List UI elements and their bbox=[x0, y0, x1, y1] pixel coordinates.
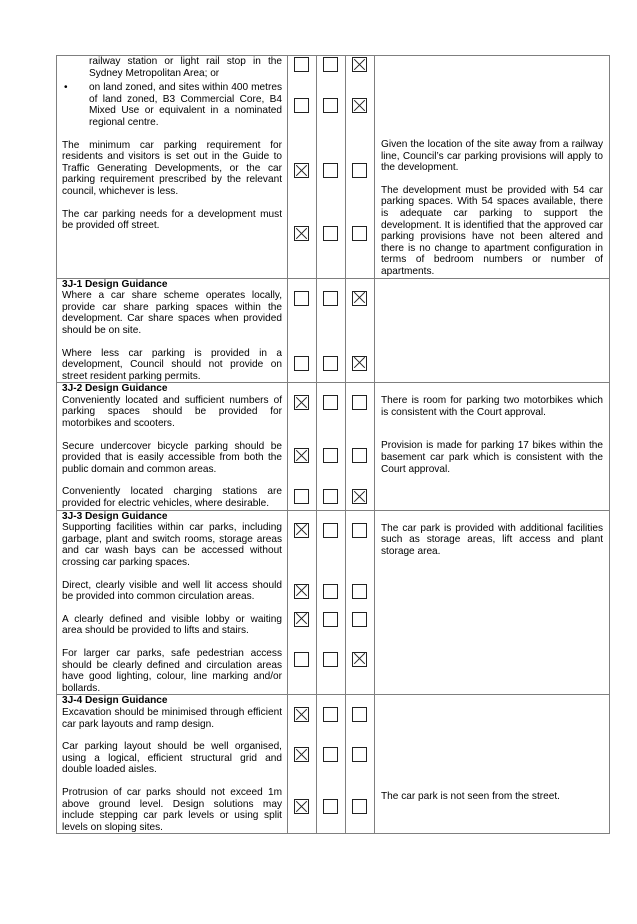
checkbox[interactable] bbox=[323, 448, 338, 463]
checkbox[interactable] bbox=[352, 652, 367, 667]
checkbox[interactable] bbox=[294, 612, 309, 627]
checkbox[interactable] bbox=[294, 523, 309, 538]
requirement-text: Supporting facilities within car parks, including garbage, plant and switch rooms, storage areas and car wash bays can be accessed without crossing car parking spaces. bbox=[62, 522, 282, 568]
requirement-text: Excavation should be minimised through efficient car park layouts and ramp design. bbox=[62, 706, 282, 730]
checkbox-column bbox=[346, 695, 375, 834]
requirement-cell bbox=[57, 56, 288, 279]
checkbox[interactable] bbox=[294, 584, 309, 599]
checkbox-column bbox=[288, 695, 317, 834]
checkbox-column bbox=[288, 383, 317, 510]
requirement-text: Direct, clearly visible and well lit access should be provided into common circulation areas. bbox=[62, 579, 282, 603]
checkbox-column bbox=[317, 278, 346, 383]
requirement-text: Conveniently located charging stations are provided for electric vehicles, where desirable. bbox=[62, 486, 282, 510]
checkbox[interactable] bbox=[323, 163, 338, 178]
checkbox[interactable] bbox=[352, 163, 367, 178]
section-heading: 3J-2 Design Guidance bbox=[62, 383, 168, 395]
checkbox[interactable] bbox=[352, 226, 367, 241]
checkbox[interactable] bbox=[323, 226, 338, 241]
section-heading: 3J-3 Design Guidance bbox=[62, 510, 168, 522]
checkbox[interactable] bbox=[352, 707, 367, 722]
checkbox-column bbox=[317, 510, 346, 695]
checkbox[interactable] bbox=[323, 584, 338, 599]
checkbox-column bbox=[346, 383, 375, 510]
comment-text: The car park is not seen from the street. bbox=[381, 791, 560, 803]
checkbox-column bbox=[317, 383, 346, 510]
checkbox[interactable] bbox=[352, 356, 367, 371]
checkbox[interactable] bbox=[323, 356, 338, 371]
checkbox-column bbox=[288, 56, 317, 279]
checkbox[interactable] bbox=[294, 291, 309, 306]
requirement-cell bbox=[57, 510, 288, 695]
comment-text: The car park is provided with additional facilities such as storage areas, lift access and plant storage area. bbox=[381, 522, 603, 557]
section-heading: 3J-1 Design Guidance bbox=[62, 278, 168, 290]
comment-cell bbox=[375, 695, 610, 834]
requirement-text: The car parking needs for a development must be provided off street. bbox=[62, 208, 282, 232]
requirement-text: railway station or light rail stop in the Sydney Metropolitan Area; or bbox=[89, 56, 282, 79]
requirement-text: • on land zoned, and sites within 400 metres of land zoned, B3 Commercial Core, B4 Mixed Use or equivalent in a nominated regional centre. bbox=[57, 82, 287, 128]
checkbox[interactable] bbox=[352, 57, 367, 72]
checkbox[interactable] bbox=[294, 163, 309, 178]
checkbox[interactable] bbox=[294, 356, 309, 371]
comment-text: The development must be provided with 54 car parking spaces. With 54 spaces available, there is adequate car parking to support the development. It is identified that the approved car parking provisions have not been altered and there is no change to apartment configuration in terms of bedroom numbers or number of apartments. bbox=[381, 184, 603, 277]
comment-cell bbox=[375, 278, 610, 383]
comment-cell bbox=[375, 510, 610, 695]
requirement-text: A clearly defined and visible lobby or waiting area should be provided to lifts and stairs. bbox=[62, 613, 282, 637]
checkbox[interactable] bbox=[323, 523, 338, 538]
requirement-text: Secure undercover bicycle parking should be provided that is easily accessible from both the public domain and common areas. bbox=[62, 440, 282, 475]
checkbox[interactable] bbox=[352, 291, 367, 306]
checkbox[interactable] bbox=[323, 747, 338, 762]
checkbox[interactable] bbox=[352, 747, 367, 762]
checkbox[interactable] bbox=[352, 612, 367, 627]
requirement-text: For larger car parks, safe pedestrian access should be clearly defined and circulation areas have good lighting, colour, line marking and/or bollards. bbox=[62, 647, 282, 694]
checkbox[interactable] bbox=[294, 489, 309, 504]
requirement-text: The minimum car parking requirement for residents and visitors is set out in the Guide to Traffic Generating Developments, or the car parking requirement prescribed by the relevant council, whichever is less. bbox=[62, 139, 282, 197]
checkbox[interactable] bbox=[323, 98, 338, 113]
section-row bbox=[57, 383, 610, 510]
section-row bbox=[57, 278, 610, 383]
section-row bbox=[57, 56, 610, 279]
requirement-cell bbox=[57, 383, 288, 510]
checkbox[interactable] bbox=[323, 57, 338, 72]
checkbox-column bbox=[346, 56, 375, 279]
section-row bbox=[57, 695, 610, 834]
checkbox[interactable] bbox=[323, 707, 338, 722]
checkbox[interactable] bbox=[352, 523, 367, 538]
section-row bbox=[57, 510, 610, 695]
checkbox[interactable] bbox=[323, 612, 338, 627]
comment-text: There is room for parking two motorbikes which is consistent with the Court approval. bbox=[381, 395, 603, 418]
checkbox[interactable] bbox=[352, 395, 367, 410]
checkbox-column bbox=[288, 278, 317, 383]
checkbox[interactable] bbox=[323, 489, 338, 504]
section-heading: 3J-4 Design Guidance bbox=[62, 695, 168, 707]
checkbox-column bbox=[317, 56, 346, 279]
checkbox[interactable] bbox=[294, 707, 309, 722]
checkbox[interactable] bbox=[323, 291, 338, 306]
checkbox-column bbox=[346, 278, 375, 383]
checkbox[interactable] bbox=[294, 747, 309, 762]
requirement-cell bbox=[57, 278, 288, 383]
checkbox[interactable] bbox=[352, 799, 367, 814]
checkbox[interactable] bbox=[323, 395, 338, 410]
checkbox[interactable] bbox=[294, 57, 309, 72]
checkbox[interactable] bbox=[294, 652, 309, 667]
requirement-text: Conveniently located and sufficient numbers of parking spaces should be provided for motorbikes and scooters. bbox=[62, 394, 282, 430]
checkbox[interactable] bbox=[323, 652, 338, 667]
comment-text: Given the location of the site away from a railway line, Council’s car parking provisions will apply to the development. bbox=[381, 139, 603, 174]
comment-cell bbox=[375, 383, 610, 510]
requirement-text: Where a car share scheme operates locally, provide car share parking spaces within the development. Car share spaces when provided should be on site. bbox=[62, 290, 282, 336]
requirement-text: Protrusion of car parks should not exceed 1m above ground level. Design solutions may include stepping car park levels or using split levels on sloping sites. bbox=[62, 786, 282, 833]
checkbox[interactable] bbox=[294, 98, 309, 113]
checkbox[interactable] bbox=[352, 489, 367, 504]
checkbox[interactable] bbox=[294, 395, 309, 410]
checkbox-column bbox=[288, 510, 317, 695]
requirement-text: Where less car parking is provided in a development, Council should not provide on street resident parking permits. bbox=[62, 347, 282, 382]
checkbox[interactable] bbox=[352, 98, 367, 113]
requirement-cell bbox=[57, 695, 288, 834]
checkbox[interactable] bbox=[352, 584, 367, 599]
checkbox-column bbox=[346, 510, 375, 695]
compliance-table bbox=[56, 55, 610, 834]
checkbox[interactable] bbox=[352, 448, 367, 463]
checkbox[interactable] bbox=[294, 799, 309, 814]
checkbox[interactable] bbox=[294, 226, 309, 241]
checkbox-column bbox=[317, 695, 346, 834]
comment-cell bbox=[375, 56, 610, 279]
comment-text: Provision is made for parking 17 bikes within the basement car park which is consistent with the Court approval. bbox=[381, 440, 603, 475]
checkbox[interactable] bbox=[294, 448, 309, 463]
requirement-text: Car parking layout should be well organised, using a logical, efficient structural grid and double loaded aisles. bbox=[62, 741, 282, 776]
checkbox[interactable] bbox=[323, 799, 338, 814]
